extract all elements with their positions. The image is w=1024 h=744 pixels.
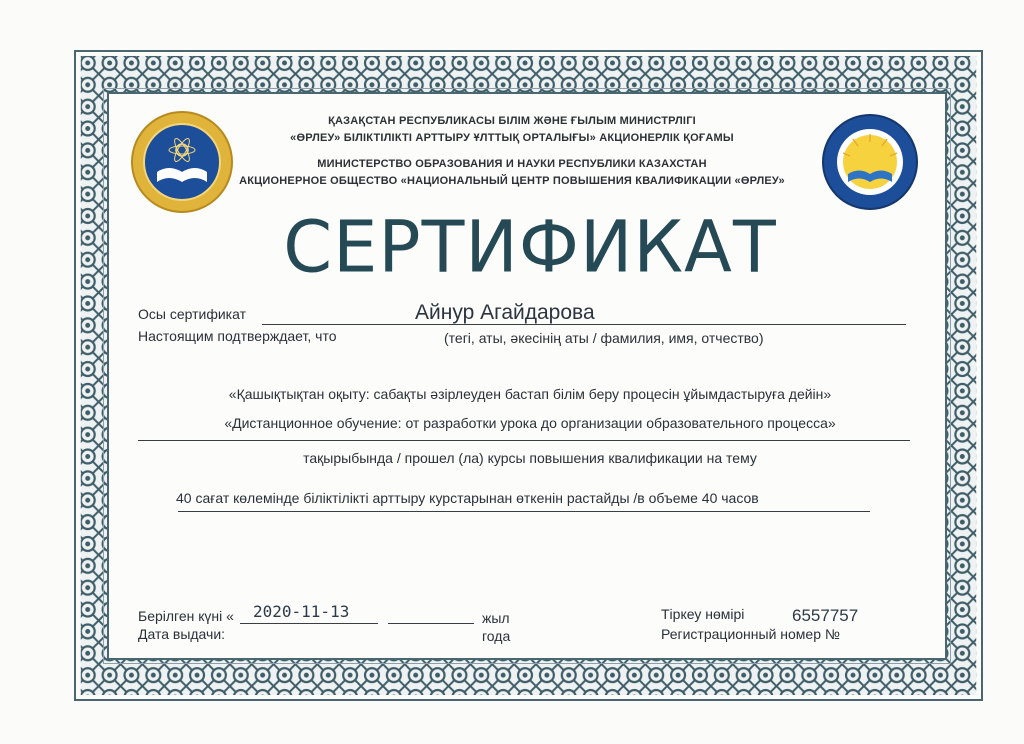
course-topic-line: тақырыбында / прошел (ла) курсы повышения квалификации на тему xyxy=(303,450,757,466)
hours-underline xyxy=(178,511,870,512)
issue-year-kz: жыл xyxy=(482,610,510,626)
header-line-3: МИНИСТЕРСТВО ОБРАЗОВАНИЯ И НАУКИ РЕСПУБЛИКИ КАЗАХСТАН xyxy=(317,158,707,170)
registration-label-kz: Тіркеу нөмірі xyxy=(661,606,745,622)
year-underline xyxy=(388,623,474,624)
recipient-hint: (тегі, аты, әкесінің аты / фамилия, имя, отчество) xyxy=(444,330,764,346)
issue-year-ru: года xyxy=(482,628,511,644)
course-underline xyxy=(138,440,910,441)
course-title-kz: «Қашықтықтан оқыту: сабақты әзірлеуден бастап білім беру процесін ұйымдастыруға дейін» xyxy=(228,386,832,402)
certificate-title: СЕРТИФИКАТ xyxy=(283,205,777,289)
registration-number: 6557757 xyxy=(792,606,859,625)
recipient-name: Айнур Агайдарова xyxy=(415,301,595,324)
issue-label-kz: Берілген күні « xyxy=(138,608,234,624)
recipient-label-kz: Осы сертификат xyxy=(138,306,247,322)
date-underline xyxy=(240,623,378,624)
header-line-4: АКЦИОНЕРНОЕ ОБЩЕСТВО «НАЦИОНАЛЬНЫЙ ЦЕНТР ПОВЫШЕНИЯ КВАЛИФИКАЦИИ «ӨРЛЕУ» xyxy=(239,175,785,187)
header-line-2: «ӨРЛЕУ» БІЛІКТІЛІКТІ АРТТЫРУ ҰЛТТЫҚ ОРТАЛЫҒЫ» АКЦИОНЕРЛІК ҚОҒАМЫ xyxy=(290,132,734,144)
recipient-label-ru: Настоящим подтверждает, что xyxy=(138,328,337,344)
course-hours-line: 40 сағат көлемінде біліктілікті арттыру курстарынан өткенін растайды /в объеме 40 часов xyxy=(176,490,759,506)
registration-label-ru: Регистрационный номер № xyxy=(661,626,840,642)
course-title-ru: «Дистанционное обучение: от разработки урока до организации образовательного процесса» xyxy=(224,415,836,431)
header-line-1: ҚАЗАҚСТАН РЕСПУБЛИКАСЫ БІЛІМ ЖӘНЕ ҒЫЛЫМ МИНИСТРЛІГІ xyxy=(328,115,696,127)
issue-label-ru: Дата выдачи: xyxy=(138,626,226,642)
issue-date: 2020-11-13 xyxy=(253,602,350,621)
